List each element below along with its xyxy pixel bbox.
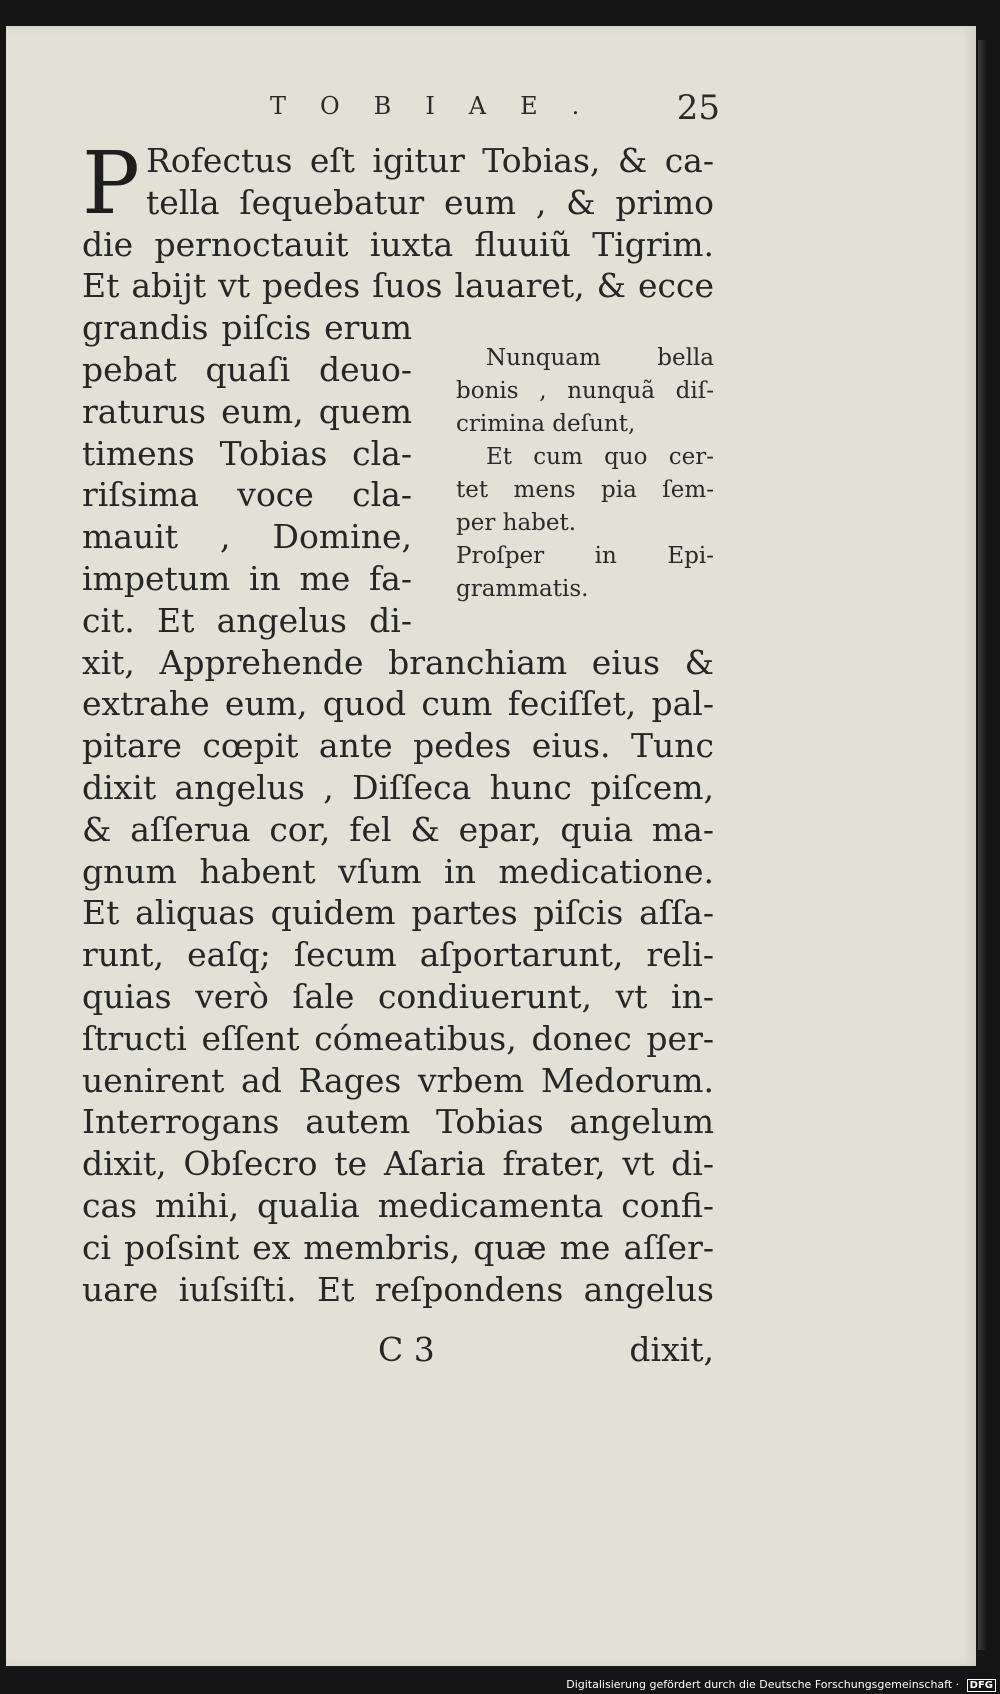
text-line: extrahe eum, quod cum feciſſet, pal- [82,684,714,724]
text-line: uare iuſsiſti. Et reſpondens angelus [82,1269,714,1309]
note-line: Proſper in Epi- [456,543,714,569]
catchword: dixit, [629,1330,714,1369]
text-line: & aſſerua cor, fel & epar, quia ma- [82,809,714,849]
text-line: impetum in me fa- [82,558,412,598]
text-line: pebat quaſi deuo- [82,349,412,389]
drop-cap: P [82,134,140,234]
page-header [270,88,720,132]
note-line: grammatis. [456,576,589,602]
text-line: quias verò ſale condiuerunt, vt in- [82,976,714,1016]
text-line: dixit angelus , Diſſeca hunc piſcem, [82,767,714,807]
note-line: Et cum quo cer- [486,444,714,470]
text-line: gnum habent vſum in medicatione. [82,851,714,891]
text-line: ſtructi eſſent cómeatibus, donec per- [82,1018,714,1058]
note-line: bonis , nunquã diſ- [456,378,714,404]
text-line: riſsima voce cla- [82,475,412,515]
note-line: crimina deſunt, [456,411,636,437]
text-line: xit, Apprehende branchiam eius & [82,642,714,682]
text-line: raturus eum, quem [82,391,412,431]
dfg-logo: DFG [967,1679,996,1692]
page-edge [978,40,988,1650]
text-line: cas mihi, qualia medicamenta confi- [82,1185,714,1225]
main-text [82,134,714,1310]
note-line: per habet. [456,510,577,536]
catchline [82,1330,714,1374]
note-line: Nunquam bella [486,345,714,371]
page-number: 25 [676,88,720,128]
note-line: tet mens pia ſem- [456,477,714,503]
marginal-note [456,342,714,606]
credit-text: Digitalisierung gefördert durch die Deutsche Forschungsgemeinschaft · [566,1678,960,1691]
running-title: TOBIAE. [270,92,614,120]
text-line: tella ſequebatur eum , & primo [146,182,714,222]
text-line: dixit, Obſecro te Aſaria frater, vt di- [82,1144,714,1184]
text-line: ci poſsint ex membris, quæ me aſſer- [82,1227,714,1267]
text-line: timens Tobias cla- [82,433,412,473]
text-line: mauit , Domine, [82,517,412,557]
text-line: pitare cœpit ante pedes eius. Tunc [82,726,714,766]
digitization-credit [566,1678,996,1692]
text-line: Et abijt vt pedes ſuos lauaret, & ecce [82,266,714,306]
text-line: runt, eaſq; ſecum aſportarunt, reli- [82,935,714,975]
text-line: Et aliquas quidem partes piſcis aſſa- [82,893,714,933]
text-line: die pernoctauit iuxta fluuiũ Tigrim. [82,224,714,264]
text-line: Rofectus eſt igitur Tobias, & ca- [146,141,714,180]
text-line: uenirent ad Rages vrbem Medorum. [82,1060,714,1100]
text-line: grandis piſcis erum [82,308,412,348]
text-line: cit. Et angelus di- [82,600,412,640]
text-line: Interrogans autem Tobias angelum [82,1102,714,1142]
signature-mark: C 3 [378,1330,435,1369]
